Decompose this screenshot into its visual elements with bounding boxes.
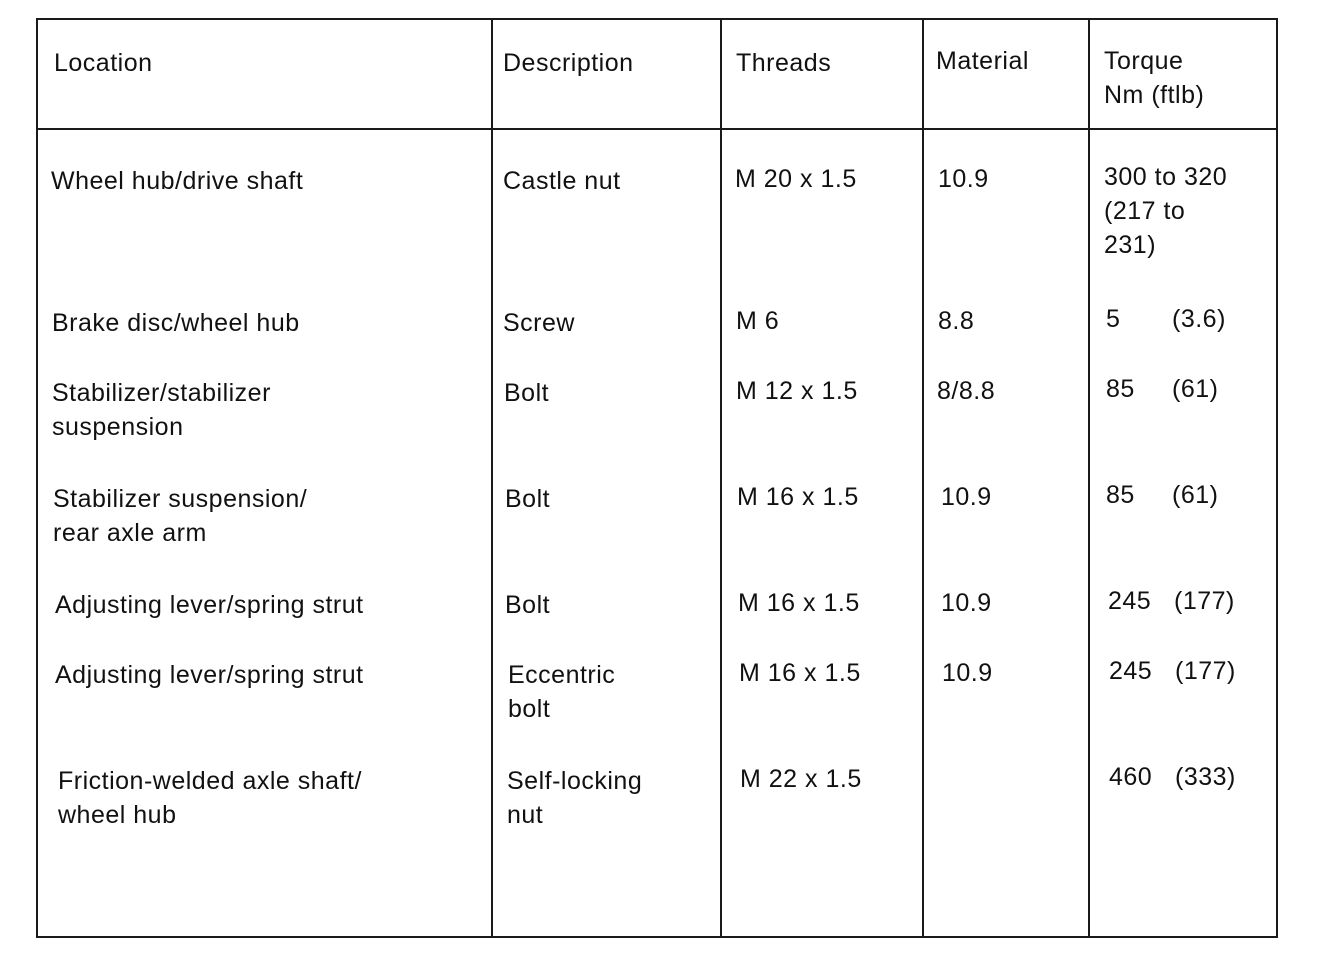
cell-threads: M 16 x 1.5 [737, 483, 859, 511]
cell-location: Adjusting lever/spring strut [55, 591, 364, 619]
cell-material: 10.9 [941, 483, 992, 511]
torque-spec-table [36, 18, 1278, 938]
cell-location: Brake disc/wheel hub [52, 309, 300, 337]
header-divider [38, 128, 1276, 130]
torque-nm: 5 [1106, 305, 1121, 333]
cell-material: 8/8.8 [937, 377, 996, 405]
cell-location: Stabilizer suspension/ rear axle arm [53, 485, 308, 547]
torque-ftlb: (61) [1172, 481, 1219, 509]
cell-threads: M 16 x 1.5 [738, 589, 860, 617]
cell-torque [1109, 760, 1236, 794]
torque-nm: 85 [1106, 481, 1135, 509]
torque-ftlb: (177) [1174, 587, 1235, 615]
cell-description: Castle nut [503, 167, 621, 195]
cell-material: 10.9 [938, 165, 989, 193]
cell-location: Stabilizer/stabilizer suspension [52, 379, 271, 441]
cell-description: Eccentric bolt [508, 661, 616, 723]
torque-ftlb: (3.6) [1172, 305, 1226, 333]
cell-material: 10.9 [941, 589, 992, 617]
cell-description: Bolt [504, 379, 550, 407]
cell-material: 8.8 [938, 307, 975, 335]
column-divider [491, 20, 493, 936]
column-divider [922, 20, 924, 936]
cell-torque [1106, 302, 1226, 336]
cell-location: Friction-welded axle shaft/ wheel hub [58, 767, 362, 829]
cell-description: Bolt [505, 591, 551, 619]
column-divider [720, 20, 722, 936]
header-threads: Threads [736, 49, 832, 77]
header-material: Material [936, 47, 1029, 75]
cell-torque [1108, 584, 1235, 618]
header-description: Description [503, 49, 634, 77]
torque-nm: 245 [1109, 657, 1153, 685]
cell-description: Screw [503, 309, 575, 337]
torque-ftlb: (333) [1175, 763, 1236, 791]
cell-threads: M 6 [736, 307, 780, 335]
header-location: Location [54, 49, 153, 77]
cell-torque-ftlb: (217 to 231) [1104, 197, 1186, 259]
torque-nm: 460 [1109, 763, 1153, 791]
cell-torque [1109, 654, 1236, 688]
cell-threads: M 22 x 1.5 [740, 765, 862, 793]
torque-ftlb: (177) [1175, 657, 1236, 685]
cell-description: Bolt [505, 485, 551, 513]
torque-ftlb: (61) [1172, 375, 1219, 403]
header-torque: Torque Nm (ftlb) [1104, 47, 1205, 109]
cell-threads: M 16 x 1.5 [739, 659, 861, 687]
cell-torque-nm: 300 to 320 [1104, 163, 1228, 191]
torque-nm: 85 [1106, 375, 1135, 403]
cell-material: 10.9 [942, 659, 993, 687]
torque-nm: 245 [1108, 587, 1152, 615]
cell-threads: M 20 x 1.5 [735, 165, 857, 193]
column-divider [1088, 20, 1090, 936]
cell-location: Adjusting lever/spring strut [55, 661, 364, 689]
cell-location: Wheel hub/drive shaft [51, 167, 304, 195]
cell-torque [1106, 478, 1218, 512]
cell-torque [1106, 372, 1218, 406]
cell-threads: M 12 x 1.5 [736, 377, 858, 405]
cell-description: Self-locking nut [507, 767, 643, 829]
